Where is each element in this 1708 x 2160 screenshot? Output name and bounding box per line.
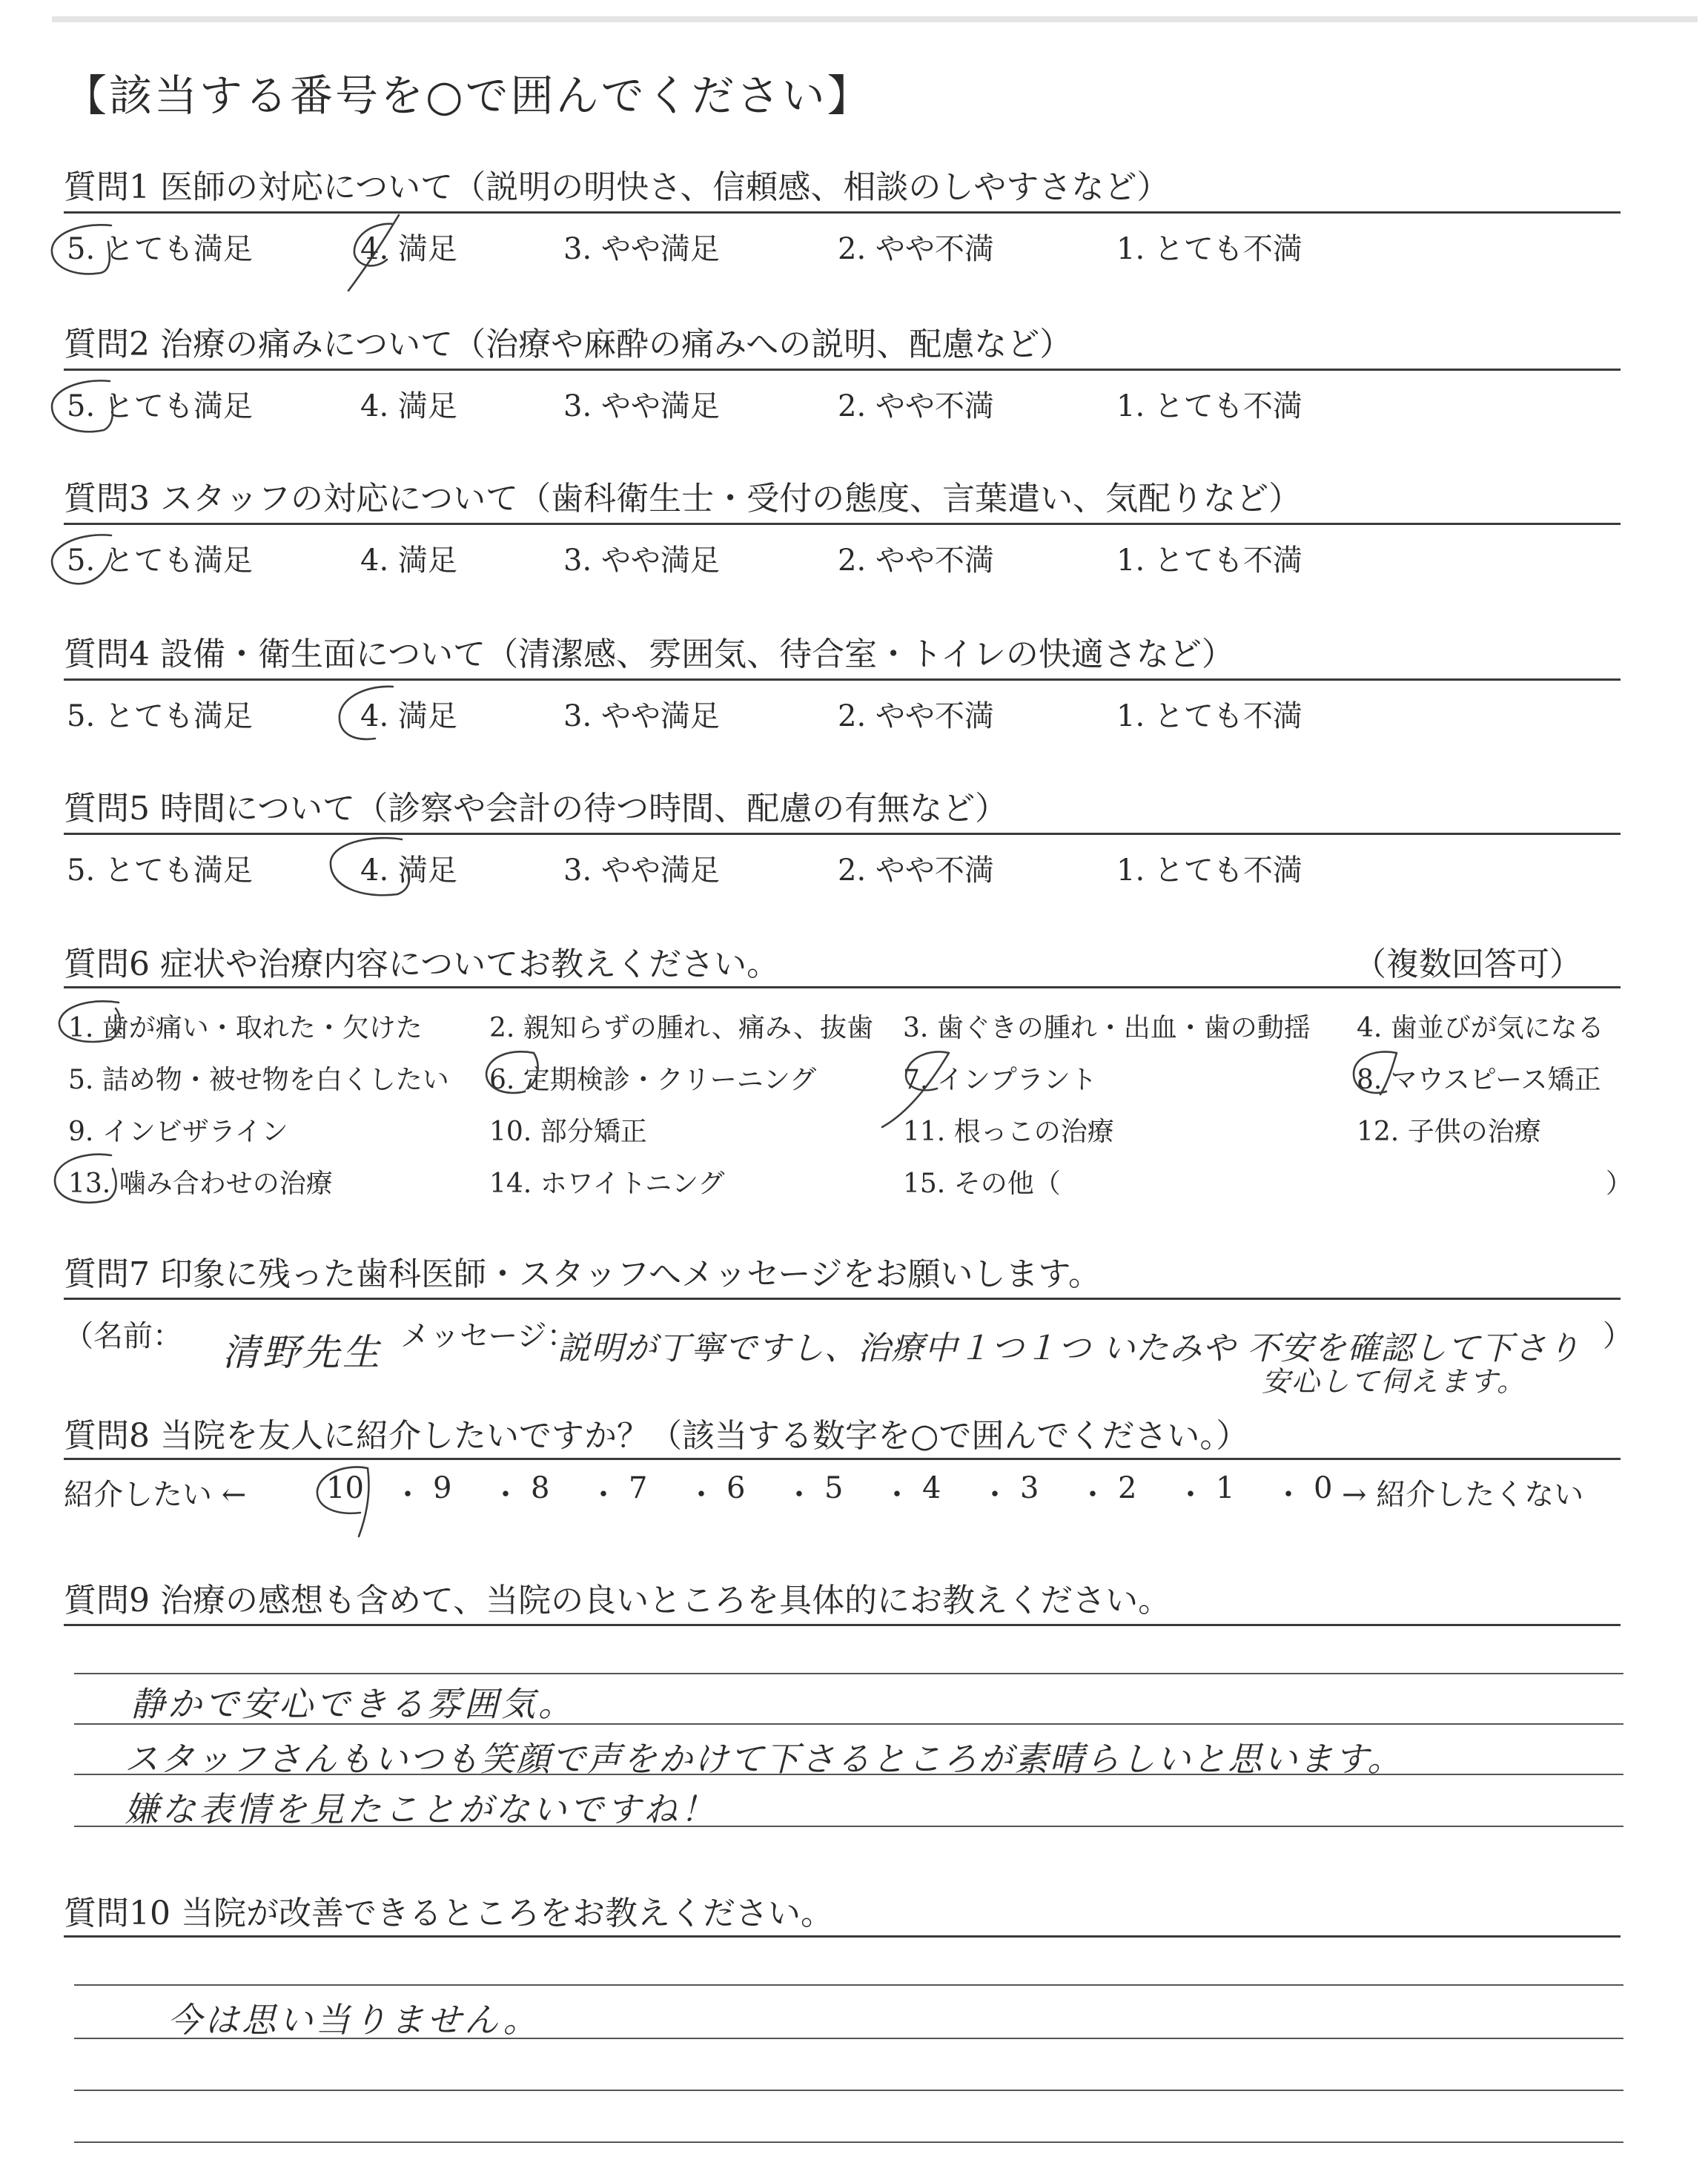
q8-dot: ・ [1274,1478,1303,1512]
q5-option-5[interactable]: 5. とても満足 [67,853,253,888]
q6-item-10[interactable]: 10. 部分矯正 [489,1117,647,1147]
q8-dot: ・ [980,1478,1010,1512]
q2-option-5[interactable]: 5. とても満足 [67,389,253,423]
q7-close-paren: ） [1603,1319,1632,1353]
q6-item-12[interactable]: 12. 子供の治療 [1357,1117,1541,1147]
q4-option-2[interactable]: 2. やや不満 [838,699,994,733]
q8-number-9[interactable]: 9 [433,1471,452,1505]
q8-dot: ・ [491,1478,520,1512]
q6-item-8[interactable]: 8. マウスピース矯正 [1357,1065,1601,1095]
q3-circle-5 [52,535,111,584]
q1-circle-5 [52,225,111,274]
q1-option-1[interactable]: 1. とても不満 [1116,232,1302,266]
q2-option-2[interactable]: 2. やや不満 [838,389,994,423]
q6-item-9[interactable]: 9. インビザライン [68,1117,288,1147]
q2-option-1[interactable]: 1. とても不満 [1116,389,1302,423]
question-2-title: 質問2 治療の痛みについて（治療や麻酔の痛みへの説明、配慮など） [64,326,1073,363]
q1-circle-4 [348,215,399,291]
q10-answer-line-1: 今は思い当りません。 [168,2000,540,2040]
question-7-title: 質問7 印象に残った歯科医師・スタッフへメッセージをお願いします。 [64,1255,1101,1293]
q5-option-1[interactable]: 1. とても不満 [1116,853,1302,888]
q4-circle-4 [340,687,393,739]
q6-item-2[interactable]: 2. 親知らずの腫れ、痛み、抜歯 [489,1013,874,1043]
q5-circle-4 [331,838,409,895]
question-10-title: 質問10 当院が改善できるところをお教えください。 [64,1895,833,1932]
q8-number-1[interactable]: 1 [1216,1471,1235,1505]
q8-number-4[interactable]: 4 [922,1471,941,1505]
q6-other-close-paren: ） [1606,1169,1633,1199]
q3-option-4[interactable]: 4. 満足 [360,544,457,578]
q8-dot: ・ [686,1478,716,1512]
q8-left-label: 紹介したい ← [64,1478,247,1512]
q1-option-5[interactable]: 5. とても満足 [67,232,253,266]
q6-item-14[interactable]: 14. ホワイトニング [489,1169,725,1199]
form-heading: 【該当する番号を○で囲んでください】 [64,70,873,121]
q8-right-label: → 紹介したくない [1342,1478,1584,1512]
question-1-title: 質問1 医師の対応について（説明の明快さ、信頼感、相談のしやすさなど） [64,168,1170,206]
q8-number-10[interactable]: 10 [326,1471,364,1505]
q2-option-3[interactable]: 3. やや満足 [563,389,720,423]
q8-dot: ・ [1176,1478,1205,1512]
q6-item-4[interactable]: 4. 歯並びが気になる [1357,1013,1604,1043]
q9-answer-line-3: 嫌な表情を見たことがないですね！ [125,1789,718,1829]
q3-option-2[interactable]: 2. やや不満 [838,544,994,578]
q4-option-4[interactable]: 4. 満足 [360,699,457,733]
q6-circle-7 [882,1051,949,1127]
q8-number-2[interactable]: 2 [1118,1471,1137,1505]
q8-number-7[interactable]: 7 [629,1471,648,1505]
q3-option-5[interactable]: 5. とても満足 [67,544,253,578]
question-6-title: 質問6 症状や治療内容についてお教えください。 [64,945,780,983]
question-9-title: 質問9 治療の感想も含めて、当院の良いところを具体的にお教えください。 [64,1582,1171,1619]
q1-option-3[interactable]: 3. やや満足 [563,232,720,266]
q6-item-6[interactable]: 6. 定期検診・クリーニング [489,1065,817,1095]
q6-circle-1 [59,1001,120,1042]
q7-message-line-2: 安心して伺えます。 [1262,1365,1526,1398]
q7-message-line-1: 説明が丁寧ですし、治療中１つ１つ いたみや 不安を確認して下さり [557,1330,1580,1367]
q8-number-5[interactable]: 5 [824,1471,844,1505]
q6-circle-6 [486,1051,538,1093]
q7-message-label: メッセージ： [400,1319,577,1353]
q4-option-1[interactable]: 1. とても不満 [1116,699,1302,733]
q6-item-13[interactable]: 13. 噛み合わせの治療 [68,1169,333,1199]
q9-answer-line-1: 静かで安心できる雰囲気。 [130,1684,575,1724]
q6-item-3[interactable]: 3. 歯ぐきの腫れ・出血・歯の動揺 [903,1013,1311,1043]
question-8-title: 質問8 当院を友人に紹介したいですか？（該当する数字を○で囲んでください。） [64,1417,1249,1455]
q3-option-1[interactable]: 1. とても不満 [1116,544,1302,578]
q6-item-5[interactable]: 5. 詰め物・被せ物を白くしたい [68,1065,449,1095]
q1-option-4[interactable]: 4. 満足 [360,232,457,266]
q7-name-handwritten: 清野先生 [222,1331,383,1374]
question-5-title: 質問5 時間について（診察や会計の待つ時間、配慮の有無など） [64,790,1008,828]
q5-option-3[interactable]: 3. やや満足 [563,853,720,888]
q3-option-3[interactable]: 3. やや満足 [563,544,720,578]
question-4-title: 質問4 設備・衛生面について（清潔感、雰囲気、待合室・トイレの快適さなど） [64,635,1234,673]
question-6-note: （複数回答可） [1354,945,1582,983]
q6-item-15[interactable]: 15. その他（ [903,1169,1061,1199]
q8-dot: ・ [882,1478,912,1512]
q9-answer-line-2: スタッフさんもいつも笑顔で声をかけて下さるところが素晴らしいと思います。 [125,1739,1403,1779]
q6-item-11[interactable]: 11. 根っこの治療 [903,1117,1114,1147]
q8-dot: ・ [589,1478,618,1512]
q8-dot: ・ [393,1478,423,1512]
q8-number-3[interactable]: 3 [1020,1471,1039,1505]
q2-circle-5 [52,380,113,432]
q8-circle-10 [317,1467,369,1536]
q1-option-2[interactable]: 2. やや不満 [838,232,994,266]
q6-circle-8 [1354,1051,1397,1094]
q8-number-6[interactable]: 6 [726,1471,746,1505]
q5-option-2[interactable]: 2. やや不満 [838,853,994,888]
q7-name-label: （名前： [64,1319,182,1353]
q4-option-3[interactable]: 3. やや満足 [563,699,720,733]
q8-dot: ・ [784,1478,814,1512]
question-3-title: 質問3 スタッフの対応について（歯科衛生士・受付の態度、言葉遣い、気配りなど） [64,480,1302,518]
q2-option-4[interactable]: 4. 満足 [360,389,457,423]
q6-item-1[interactable]: 1. 歯が痛い・取れた・欠けた [68,1013,423,1043]
q5-option-4[interactable]: 4. 満足 [360,853,457,888]
q8-dot: ・ [1078,1478,1108,1512]
q6-item-7[interactable]: 7. インプラント [903,1065,1097,1095]
q8-number-8[interactable]: 8 [531,1471,550,1505]
q4-option-5[interactable]: 5. とても満足 [67,699,253,733]
q6-circle-13 [55,1155,116,1203]
q8-number-0[interactable]: 0 [1314,1471,1333,1505]
